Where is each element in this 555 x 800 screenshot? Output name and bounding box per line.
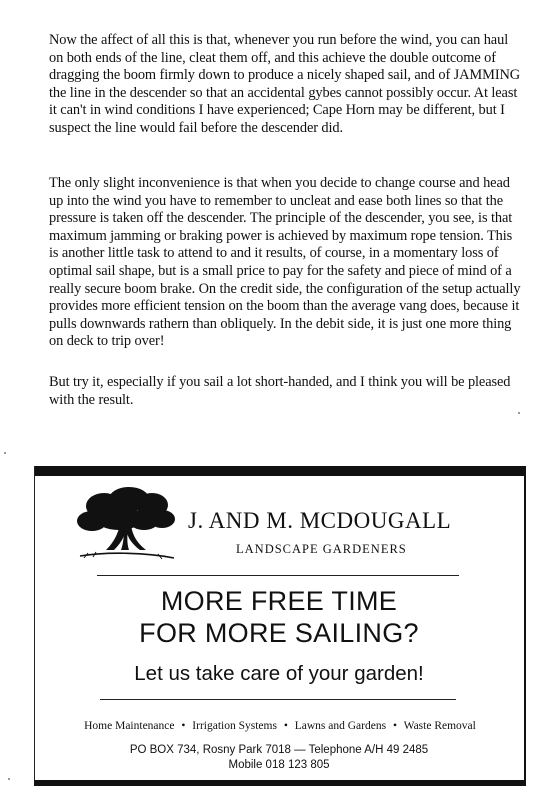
ad-top-border <box>34 466 525 476</box>
divider <box>97 575 459 576</box>
article-paragraph-2: The only slight inconvenience is that when you decide to change course and head up into the wind you have to remember to uncleat and ease both lines so that the pressure is taken off the descender. The principle of the descender, you see, is that maximum jamming or braking power is achieved by maximum rope tension. This is another little task to attend to and it results, of course, in a momentary loss of optimal sail shape, but is a small price to pay for the safety and piece of mind of a really secure boom brake. On the credit side, the configuration of the setup actually provides more efficient tension on the boom than the average vang does, because it pulls downwards rathern than obliquely. In the debit side, it is just one more thing on deck to trip over! <box>49 175 521 350</box>
headline-line-1: MORE FREE TIME <box>160 586 398 616</box>
services-list <box>40 720 520 732</box>
bullet-separator: • <box>181 720 186 732</box>
contact-mobile: Mobile 018 123 805 <box>228 759 330 771</box>
contact-address-phone: PO BOX 734, Rosny Park 7018 — Telephone A/H 49 2485 <box>129 744 429 756</box>
tree-icon <box>74 486 178 564</box>
service-item: Home Maintenance <box>84 720 175 732</box>
scan-speck <box>4 452 6 454</box>
headline-line-2: FOR MORE SAILING? <box>139 618 419 648</box>
bullet-separator: • <box>283 720 288 732</box>
company-subtitle: LANDSCAPE GARDENERS <box>236 542 407 556</box>
ad-bottom-border <box>34 780 525 786</box>
company-name: J. AND M. MCDOUGALL <box>188 508 452 533</box>
bullet-separator: • <box>392 720 397 732</box>
service-item: Irrigation Systems <box>192 720 277 732</box>
divider <box>100 699 456 700</box>
ad-left-border <box>34 466 35 786</box>
service-item: Lawns and Gardens <box>294 720 387 732</box>
scan-speck <box>8 778 10 780</box>
ad-right-border <box>524 466 526 786</box>
service-item: Waste Removal <box>403 720 476 732</box>
article-paragraph-3: But try it, especially if you sail a lot short-handed, and I think you will be pleased with the result. <box>49 374 511 408</box>
tagline: Let us take care of your garden! <box>134 662 424 685</box>
article-paragraph-1: Now the affect of all this is that, whenever you run before the wind, you can haul on both ends of the line, cleat them off, and this achieve the double outcome of dragging the boom firmly down to produce a nicely shaped sail, and of JAMMING the line in the descender so that an accidental gybes cannot possibly occur. At least it can't in wind conditions I have experienced; Cape Horn may be different, but I suspect the line would fail before the descender did. <box>49 32 521 136</box>
scan-speck <box>518 412 520 414</box>
